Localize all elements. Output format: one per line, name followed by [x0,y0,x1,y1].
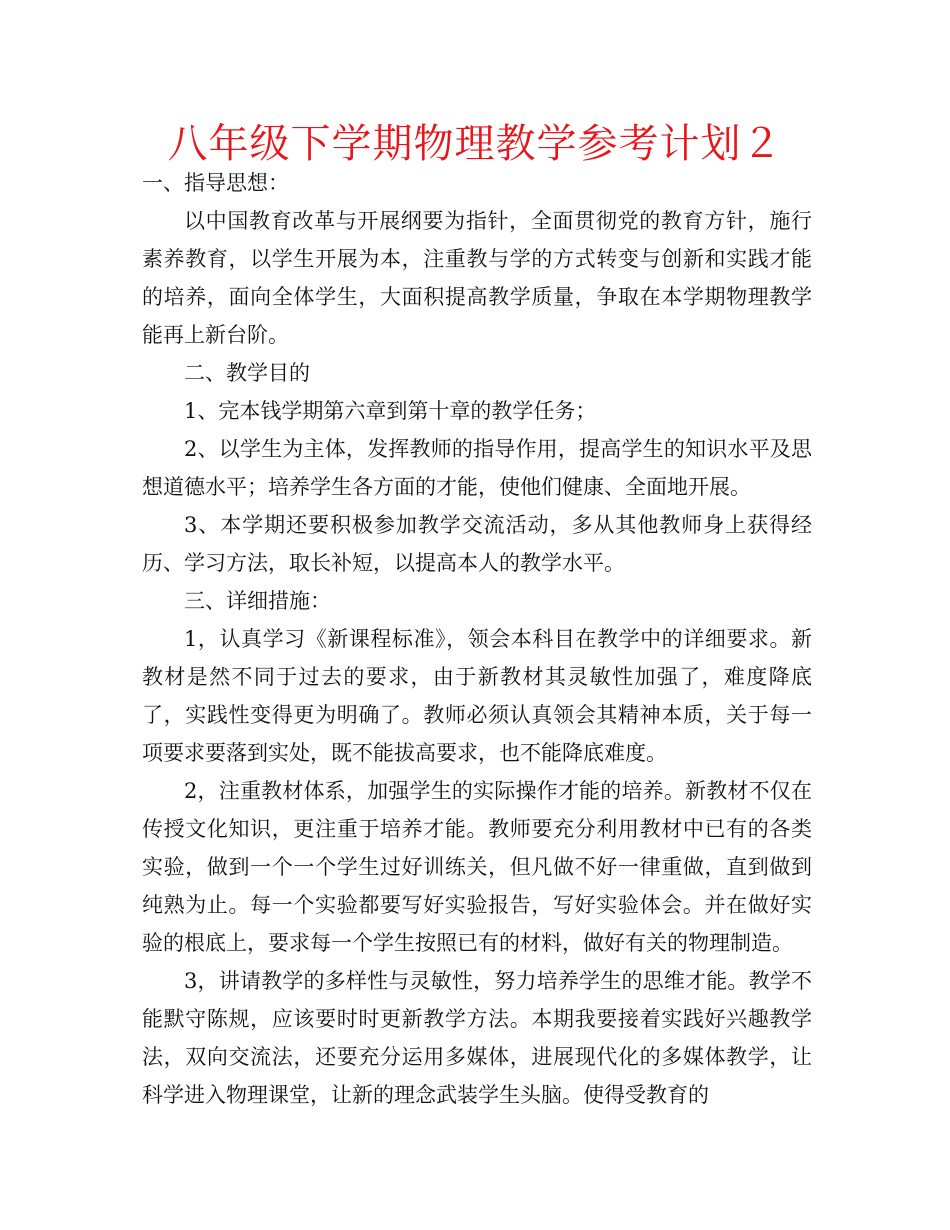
section-heading-guiding-thought: 一、指导思想： [142,171,289,195]
paragraph-goal-2: 2、以学生为主体，发挥教师的指导作用，提高学生的知识水平及思想道德水平；培养学生各方面的才能，使他们健康、全面地开展。 [142,437,812,499]
paragraph-guiding-thought: 以中国教育改革与开展纲要为指针，全面贯彻党的教育方针，施行素养教育，以学生开展为本，注重教与学的方式转变与创新和实践才能的培养，面向全体学生，大面积提高教学质量，争取在本学期物理教学能再上新台阶。 [142,209,812,347]
paragraph-goal-1: 1、完本钱学期第六章到第十章的教学任务； [184,399,597,423]
paragraph-measure-1: 1，认真学习《新课程标准》，领会本科目在教学中的详细要求。新教材是然不同于过去的要求，由于新教材其灵敏性加强了，难度降底了，实践性变得更为明确了。教师必须认真领会其精神本质，关于每一项要求要落到实处，既不能拔高要求，也不能降底难度。 [142,627,812,765]
section-heading-teaching-goals: 二、教学目的 [184,361,310,385]
paragraph-goal-3: 3、本学期还要积极参加教学交流活动，多从其他教师身上获得经历、学习方法，取长补短，以提高本人的教学水平。 [142,513,812,575]
section-heading-measures: 三、详细措施： [184,589,331,613]
document-body [142,164,812,1114]
paragraph-measure-2: 2，注重教材体系，加强学生的实际操作才能的培养。新教材不仅在传授文化知识，更注重于培养才能。教师要充分利用教材中已有的各类实验，做到一个一个学生过好训练关，但凡做不好一律重做，直到做到纯熟为止。每一个实验都要写好实验报告，写好实验体会。并在做好实验的根底上，要求每一个学生按照已有的材料，做好有关的物理制造。 [142,779,812,955]
paragraph-measure-3: 3，讲请教学的多样性与灵敏性，努力培养学生的思维才能。教学不能默守陈规，应该要时时更新教学方法。本期我要接着实践好兴趣教学法，双向交流法，还要充分运用多媒体，进展现代化的多媒体教学，让科学进入物理课堂，让新的理念武装学生头脑。使得受教育的 [142,969,812,1107]
document-title: 八年级下学期物理教学参考计划２ [167,121,783,167]
